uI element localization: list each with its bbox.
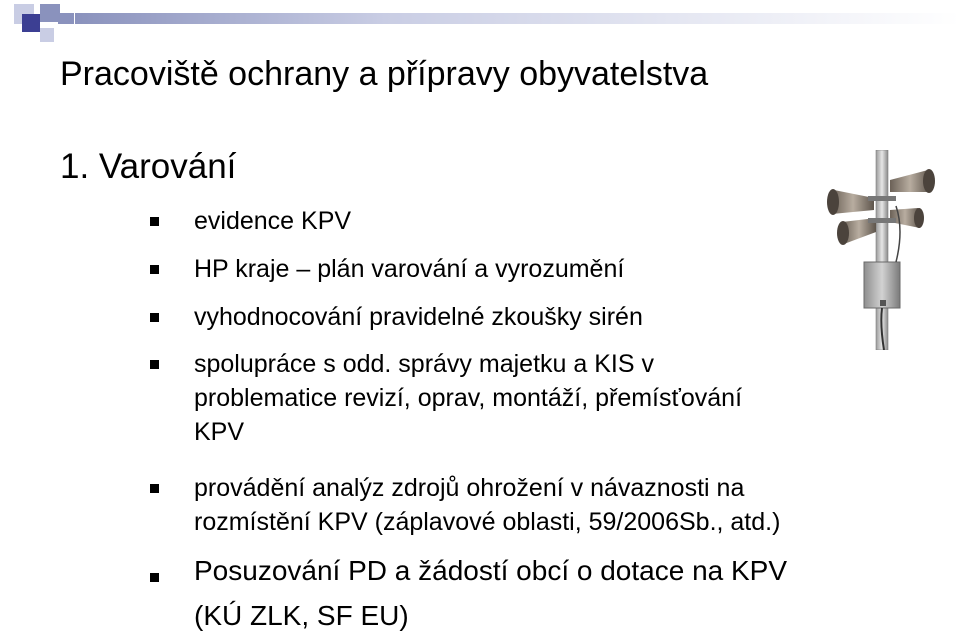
list-item-line: evidence KPV xyxy=(194,207,352,235)
list-item xyxy=(194,252,624,286)
bullet-marker-icon xyxy=(150,573,159,582)
corner-decoration-icon xyxy=(0,0,90,60)
slide-title: Pracoviště ochrany a přípravy obyvatelstva xyxy=(60,55,709,93)
list-item-line: vyhodnocování pravidelné zkoušky sirén xyxy=(194,303,643,331)
list-item xyxy=(194,204,351,238)
list-item xyxy=(194,347,742,449)
bullet-marker-icon xyxy=(150,265,159,274)
bullet-marker-icon xyxy=(150,360,159,369)
list-item-line: HP kraje – plán varování a vyrozumění xyxy=(194,255,625,283)
bullet-marker-icon xyxy=(150,217,159,226)
bullet-marker-icon xyxy=(150,313,159,322)
header-band xyxy=(75,13,960,24)
list-item-line: spolupráce s odd. správy majetku a KIS v xyxy=(194,350,654,378)
list-item-line: KPV xyxy=(194,418,245,446)
section-heading: 1. Varování xyxy=(60,147,237,186)
list-item-line: (KÚ ZLK, SF EU) xyxy=(194,600,409,631)
siren-pole-photo-icon xyxy=(820,150,940,350)
list-item xyxy=(194,300,643,334)
list-item-line: problematice revizí, oprav, montáží, přemísťování xyxy=(194,384,743,412)
list-item xyxy=(194,552,787,634)
list-item xyxy=(194,471,780,539)
list-item-line: rozmístění KPV (záplavové oblasti, 59/2006Sb., atd.) xyxy=(194,508,781,536)
bullet-marker-icon xyxy=(150,484,159,493)
list-item-line: Posuzování PD a žádostí obcí o dotace na KPV xyxy=(194,555,788,586)
list-item-line: provádění analýz zdrojů ohrožení v návaznosti na xyxy=(194,474,745,502)
